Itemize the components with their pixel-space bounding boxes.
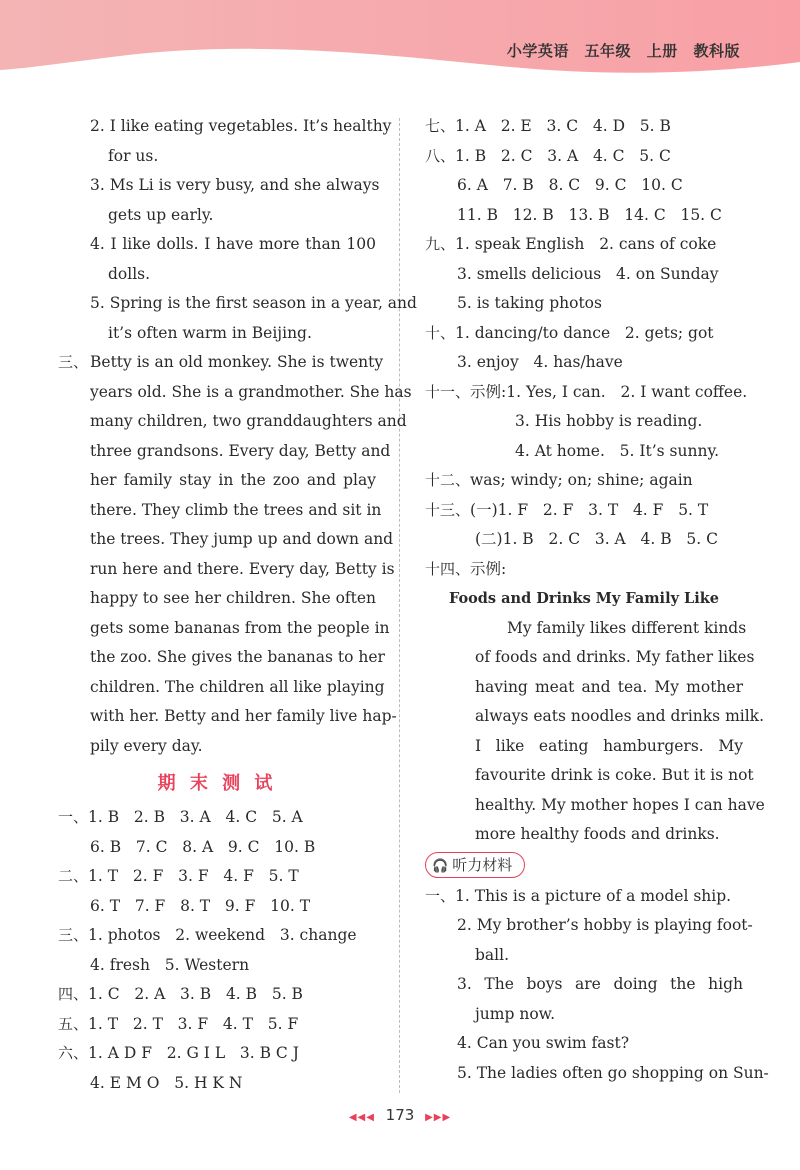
answer-text: 1. B 2. B 3. A 4. C 5. A — [88, 808, 303, 826]
answer-text: 1. A 2. E 3. C 4. D 5. B — [455, 117, 671, 135]
answer-row — [425, 437, 743, 467]
answer-text: 1. C 2. A 3. B 4. B 5. B — [88, 985, 303, 1003]
answer-row — [58, 1069, 376, 1099]
composition-line: more healthy foods and drinks. — [475, 825, 720, 843]
answer-row — [425, 112, 743, 142]
passage-line — [58, 643, 385, 673]
answer-row — [58, 862, 376, 892]
answer-text: 1. dancing/to dance 2. gets; got — [455, 323, 714, 342]
answer-row — [425, 260, 743, 290]
answer-row — [425, 1059, 769, 1089]
section-label: 二、 — [58, 867, 89, 885]
answer-text: 6. T 7. F 8. T 9. F 10. T — [90, 896, 311, 915]
section-label: 八、 — [425, 146, 456, 165]
answer-text: 4. fresh 5. Western — [90, 955, 250, 974]
passage-line — [58, 407, 407, 437]
passage-line — [58, 702, 397, 732]
answer-row — [58, 951, 376, 981]
answer-row — [58, 1010, 376, 1040]
composition-title: Foods and Drinks My Family Like — [448, 590, 720, 607]
composition-line: healthy. My mother hopes I can have — [475, 795, 765, 814]
section-label: 三、 — [58, 353, 89, 371]
passage-text: happy to see her children. She often — [90, 589, 377, 607]
answer-row — [425, 289, 743, 319]
answer-line: 2. I like eating vegetables. It’s healthy — [90, 117, 392, 135]
composition-line: favourite drink is coke. But it is not — [475, 766, 754, 784]
answer-text: 1. photos 2. weekend 3. change — [88, 926, 357, 944]
answer-row — [425, 525, 743, 555]
passage-text: many children, two granddaughters and — [90, 412, 407, 430]
answer-line: 3. Ms Li is very busy, and she always — [90, 176, 380, 194]
section-label: 三、 — [58, 926, 89, 944]
answer-row — [425, 230, 743, 260]
answer-text: was; windy; on; shine; again — [470, 471, 693, 489]
answer-text: 5. is taking photos — [457, 294, 602, 312]
answer-text: 3. His hobby is reading. — [515, 412, 703, 430]
answer-row — [58, 892, 376, 922]
answer-text: 11. B 12. B 13. B 14. C 15. C — [457, 205, 722, 224]
answer-row — [425, 1000, 743, 1030]
composition — [425, 614, 765, 850]
answer-text: 5. The ladies often go shopping on Sun- — [457, 1063, 769, 1082]
answer-text: 1. speak English 2. cans of coke — [455, 235, 717, 253]
section-label: 十四、 — [425, 559, 471, 578]
composition-line: My family likes different kinds — [507, 618, 747, 637]
passage-text: the trees. They jump up and down and — [90, 530, 394, 548]
passage-line — [58, 437, 391, 467]
passage-text: pily every day. — [90, 736, 203, 755]
listening-label: 听力材料 — [452, 855, 513, 874]
passage-line — [58, 378, 412, 408]
left-column — [58, 112, 417, 1098]
passage-text: with her. Betty and her family live hap- — [90, 707, 397, 725]
answer-text: 1. This is a picture of a model ship. — [455, 886, 732, 905]
answer-line: it’s often warm in Beijing. — [108, 323, 312, 342]
answer-text: ball. — [475, 945, 510, 964]
composition-line: I like eating hamburgers. My — [475, 736, 743, 755]
answer-text: 1. A D F 2. G I L 3. B C J — [88, 1044, 299, 1062]
right-column — [425, 112, 769, 1088]
answer-text: 6. A 7. B 8. C 9. C 10. C — [457, 176, 683, 194]
section-label: 十、 — [425, 323, 456, 342]
passage — [58, 348, 412, 761]
answer-row — [425, 911, 753, 941]
answer-text: jump now. — [475, 1004, 556, 1023]
answer-row — [58, 1039, 376, 1069]
answer-row — [425, 348, 743, 378]
answer-text: 示例:1. Yes, I can. 2. I want coffee. — [470, 382, 748, 401]
passage-text: run here and there. Every day, Betty is — [90, 559, 395, 578]
listening-material — [425, 882, 769, 1089]
answer-row — [58, 803, 376, 833]
section-label: 五、 — [58, 1014, 89, 1033]
section-label: 一、 — [425, 886, 456, 905]
section-label: 九、 — [425, 235, 456, 253]
section-label: 四、 — [58, 985, 89, 1003]
section-label: 十一、 — [425, 382, 471, 401]
answer-row — [425, 496, 743, 526]
answer-line: 4. I like dolls. I have more than 100 — [90, 235, 376, 253]
composition-line: having meat and tea. My mother — [475, 677, 743, 696]
answer-text: 4. E M O 5. H K N — [90, 1073, 243, 1092]
answer-text: 示例: — [470, 559, 507, 578]
composition-line: of foods and drinks. My father likes — [475, 648, 755, 666]
passage-line — [58, 466, 376, 496]
passage-line — [58, 584, 376, 614]
answer-row — [58, 833, 376, 863]
section-label: 一、 — [58, 808, 89, 826]
answer-row — [425, 407, 743, 437]
answer-text: 1. T 2. T 3. F 4. T 5. F — [88, 1014, 299, 1033]
section-label: 七、 — [425, 117, 456, 135]
section-label: 十三、 — [425, 500, 471, 519]
passage-line — [58, 348, 384, 378]
book-title: 小学英语 五年级 上册 教科版 — [506, 42, 740, 60]
section-label: 六、 — [58, 1044, 89, 1062]
passage-text: three grandsons. Every day, Betty and — [90, 441, 391, 460]
section-label: 十二、 — [425, 471, 471, 489]
answer-line: gets up early. — [108, 205, 214, 224]
page-header — [0, 0, 800, 80]
answer-text: 3. smells delicious 4. on Sunday — [457, 264, 719, 283]
answer-line: for us. — [108, 146, 159, 165]
passage-line — [58, 673, 385, 703]
answer-text: 3. The boys are doing the high — [457, 975, 743, 993]
passage-text: years old. She is a grandmother. She has — [90, 382, 412, 401]
answer-text: 4. Can you swim fast? — [457, 1034, 629, 1052]
passage-line — [58, 555, 395, 585]
answer-text: (二)1. B 2. C 3. A 4. B 5. C — [475, 530, 718, 548]
answer-row — [425, 142, 743, 172]
answer-text: 4. At home. 5. It’s sunny. — [515, 441, 720, 460]
final-test-title: 期 末 测 试 — [157, 773, 277, 794]
passage-line — [58, 496, 382, 526]
passage-text: children. The children all like playing — [90, 677, 385, 696]
answer-row — [425, 319, 743, 349]
passage-line — [58, 614, 390, 644]
answer-line: dolls. — [108, 264, 151, 283]
answer-row — [425, 941, 743, 971]
answer-text: (一)1. F 2. F 3. T 4. F 5. T — [470, 500, 709, 519]
passage-text: the zoo. She gives the bananas to her — [90, 648, 385, 666]
passage-text: there. They climb the trees and sit in — [90, 500, 382, 519]
answer-row — [425, 378, 748, 408]
composition-line: always eats noodles and drinks milk. — [475, 707, 764, 725]
passage-line — [58, 732, 376, 762]
final-test-answers — [58, 803, 376, 1098]
answer-row — [58, 980, 376, 1010]
passage-text: Betty is an old monkey. She is twenty — [90, 353, 384, 371]
answer-row — [425, 970, 743, 1000]
headphones-icon: 🎧 — [432, 858, 449, 874]
answer-text: 1. B 2. C 3. A 4. C 5. C — [455, 146, 671, 165]
passage-text: her family stay in the zoo and play — [90, 471, 376, 489]
listening-material-tag — [425, 852, 525, 878]
answer-row — [425, 201, 743, 231]
right-arrows-icon: ▶▶▶ — [425, 1112, 452, 1123]
answer-row — [425, 555, 743, 585]
passage-text: gets some bananas from the people in — [90, 618, 390, 637]
passage-line — [58, 525, 394, 555]
answer-row — [58, 921, 376, 951]
answer-text: 6. B 7. C 8. A 9. C 10. B — [90, 837, 316, 856]
page-footer — [0, 1106, 800, 1124]
answer-row — [425, 1029, 743, 1059]
answer-row — [425, 466, 743, 496]
page-number: 173 — [385, 1106, 415, 1124]
answer-text: 2. My brother’s hobby is playing foot- — [457, 916, 753, 934]
answer-text: 3. enjoy 4. has/have — [457, 353, 623, 371]
answer-text: 1. T 2. F 3. F 4. F 5. T — [88, 867, 299, 885]
answer-list — [425, 112, 748, 584]
answer-row — [425, 882, 743, 912]
left-arrows-icon: ◀◀◀ — [348, 1112, 375, 1123]
answer-row — [425, 171, 743, 201]
column-divider — [399, 118, 400, 1093]
answer-line: 5. Spring is the first season in a year, and — [90, 294, 417, 312]
